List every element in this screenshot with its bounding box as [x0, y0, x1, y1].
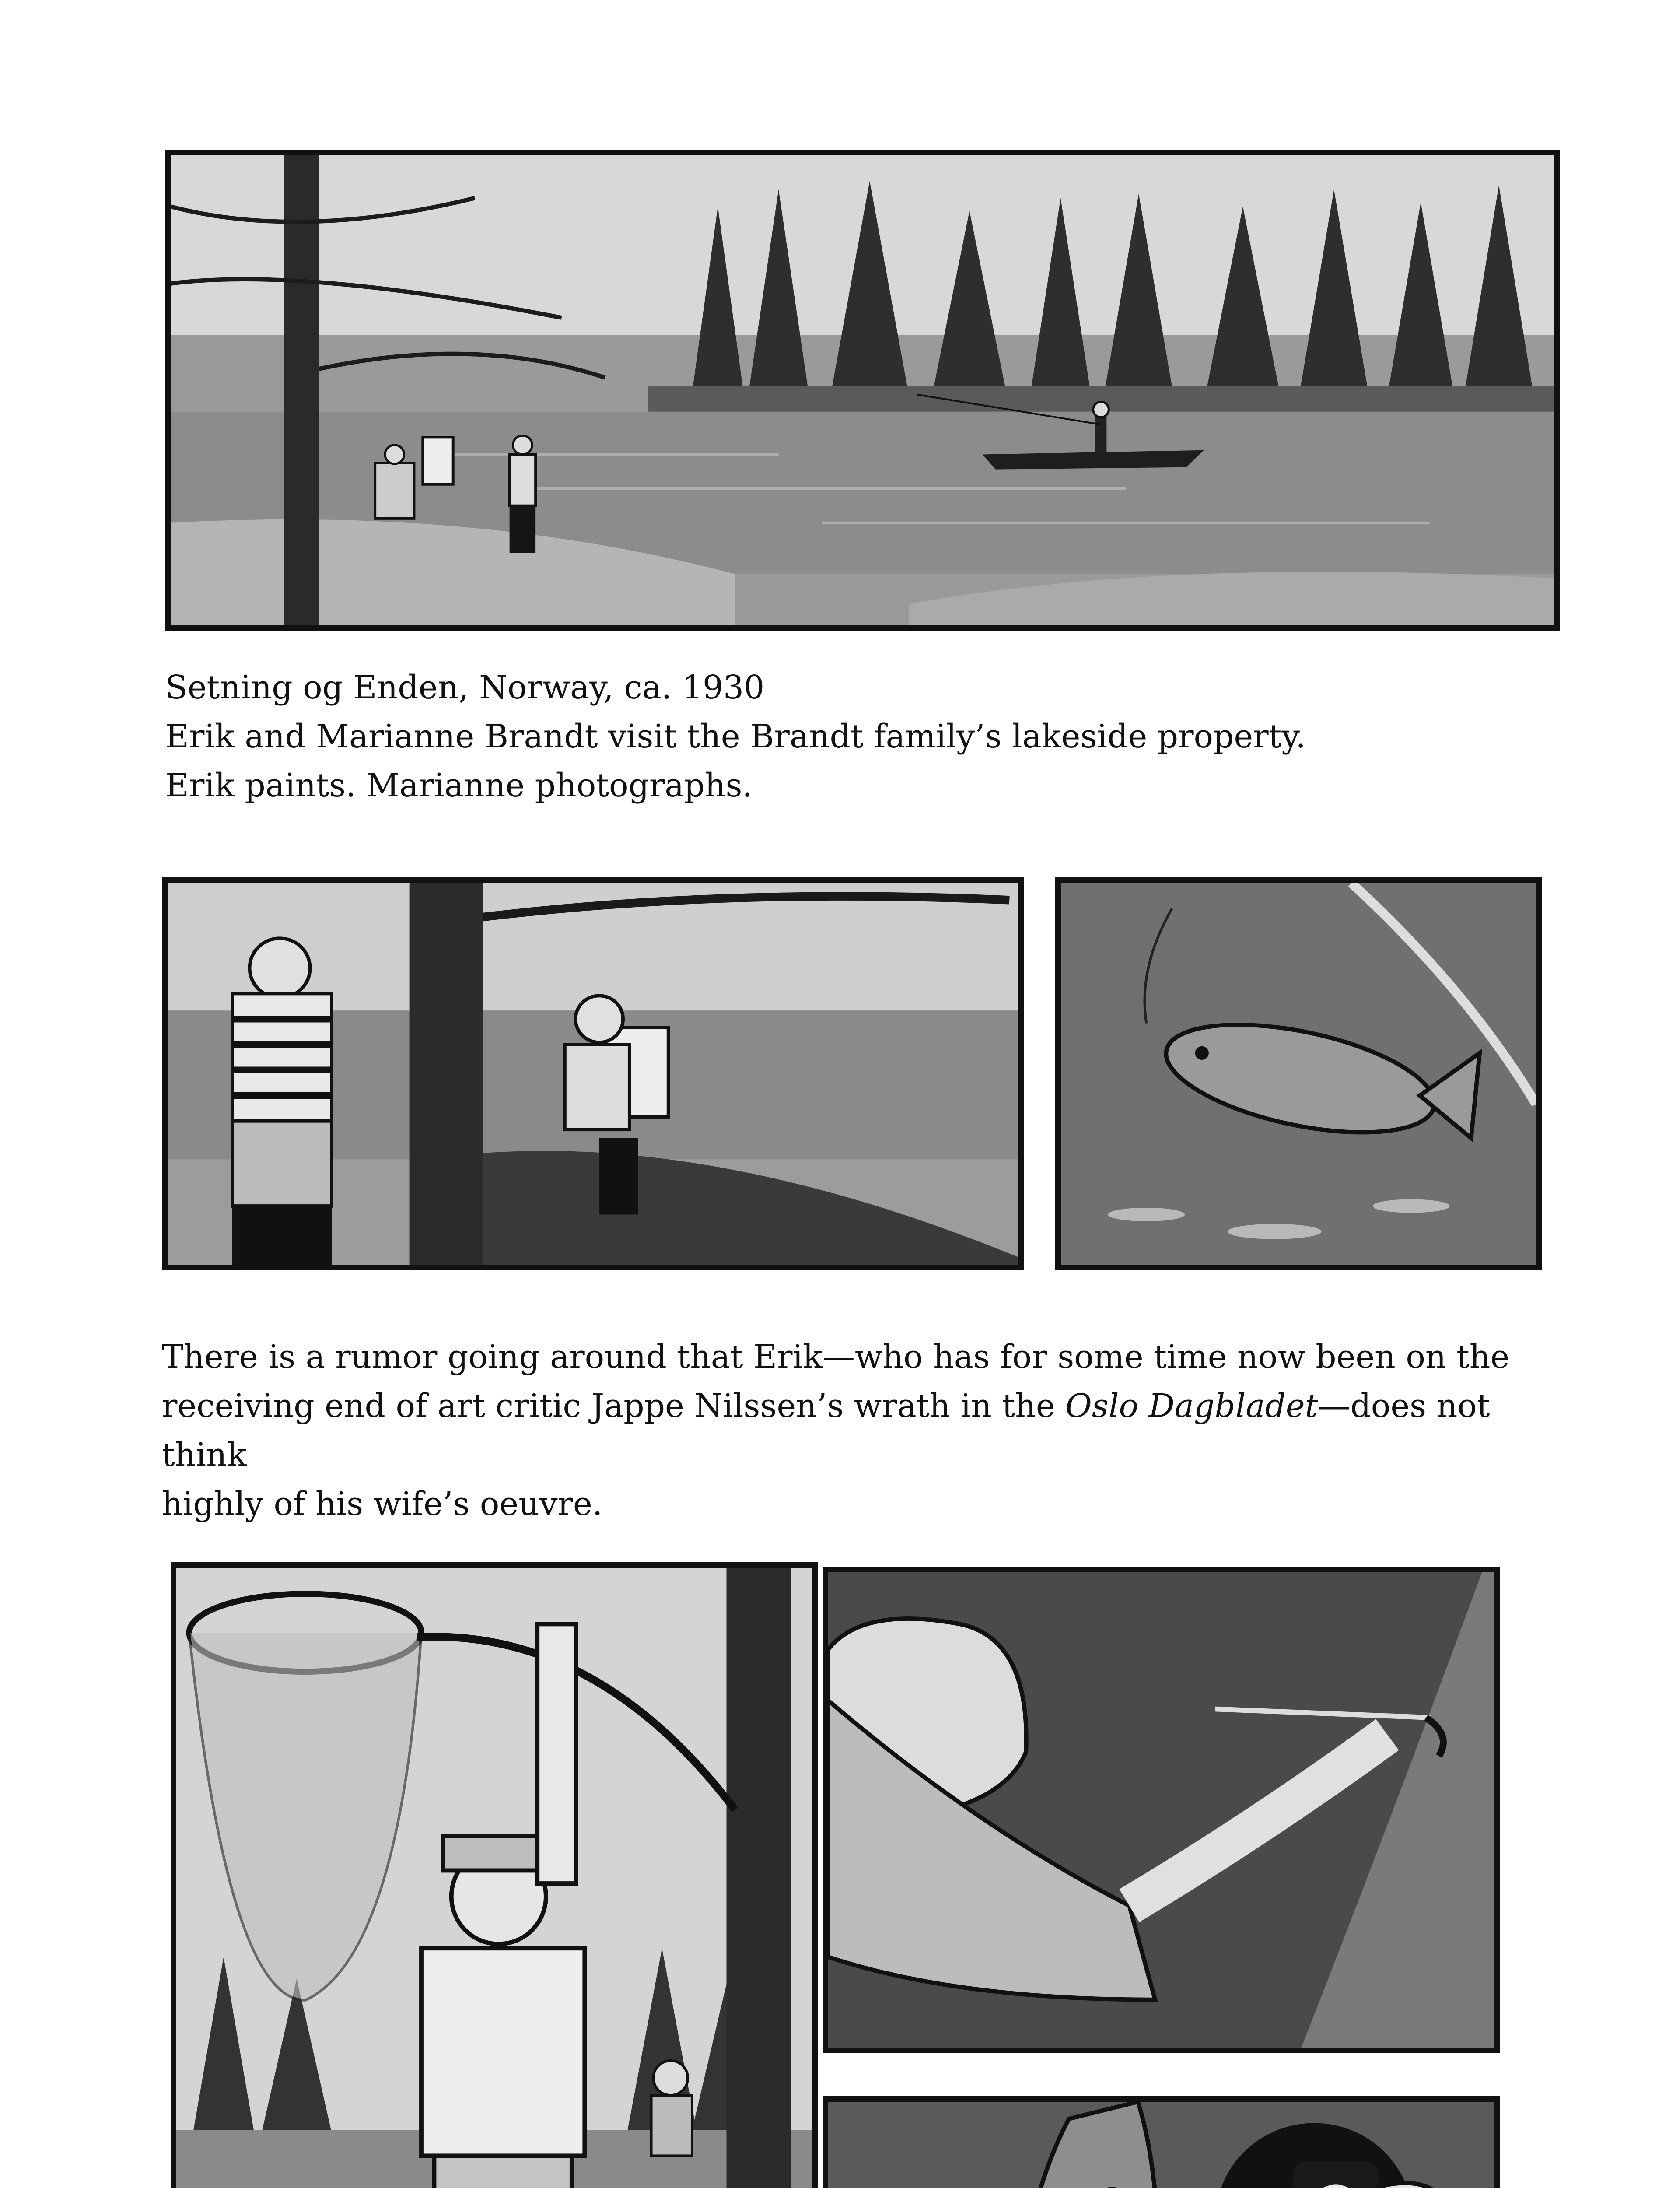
caption-setting-line-2: Erik and Marianne Brandt visit the Brandt family’s lakeside property.: [165, 718, 1306, 755]
painter-closeup-illustration: [828, 1572, 1494, 2048]
panel-lakeside-wide: [165, 150, 1560, 631]
caption-rumor-line-2-post: —does not think: [162, 1387, 1490, 1474]
panel-painter-closeup: [822, 1567, 1500, 2053]
caption-rumor-line-1: There is a rumor going around that Erik—who has for some time now been on the: [162, 1338, 1510, 1376]
caption-rumor-line-3: highly of his wife’s oeuvre.: [162, 1485, 603, 1523]
newspaper-title: Oslo Dagbladet: [1065, 1387, 1318, 1425]
caption-setting: [165, 663, 1560, 810]
panel-net-boy: [171, 1562, 818, 2188]
caption-rumor-line-2-pre: receiving end of art critic Jappe Nilssen’s wrath in the: [162, 1387, 1066, 1425]
panel-fish-on-line: [1055, 877, 1542, 1270]
net-boy-illustration: [176, 1568, 812, 2188]
caption-setting-line-1: Setning og Enden, Norway, ca. 1930: [165, 669, 765, 706]
lakeside-illustration: [171, 155, 1554, 625]
fish-on-line-illustration: [1061, 883, 1536, 1265]
painter-photographer-illustration: [168, 883, 1018, 1265]
panel-painter-photographer: [162, 877, 1024, 1270]
caption-rumor: [162, 1332, 1562, 1529]
panel-photographer-fish: [822, 2096, 1500, 2188]
caption-rumor-line-2: [162, 1382, 1562, 1480]
photographer-fish-illustration: [828, 2102, 1494, 2188]
caption-setting-line-3: Erik paints. Marianne photographs.: [165, 767, 752, 804]
